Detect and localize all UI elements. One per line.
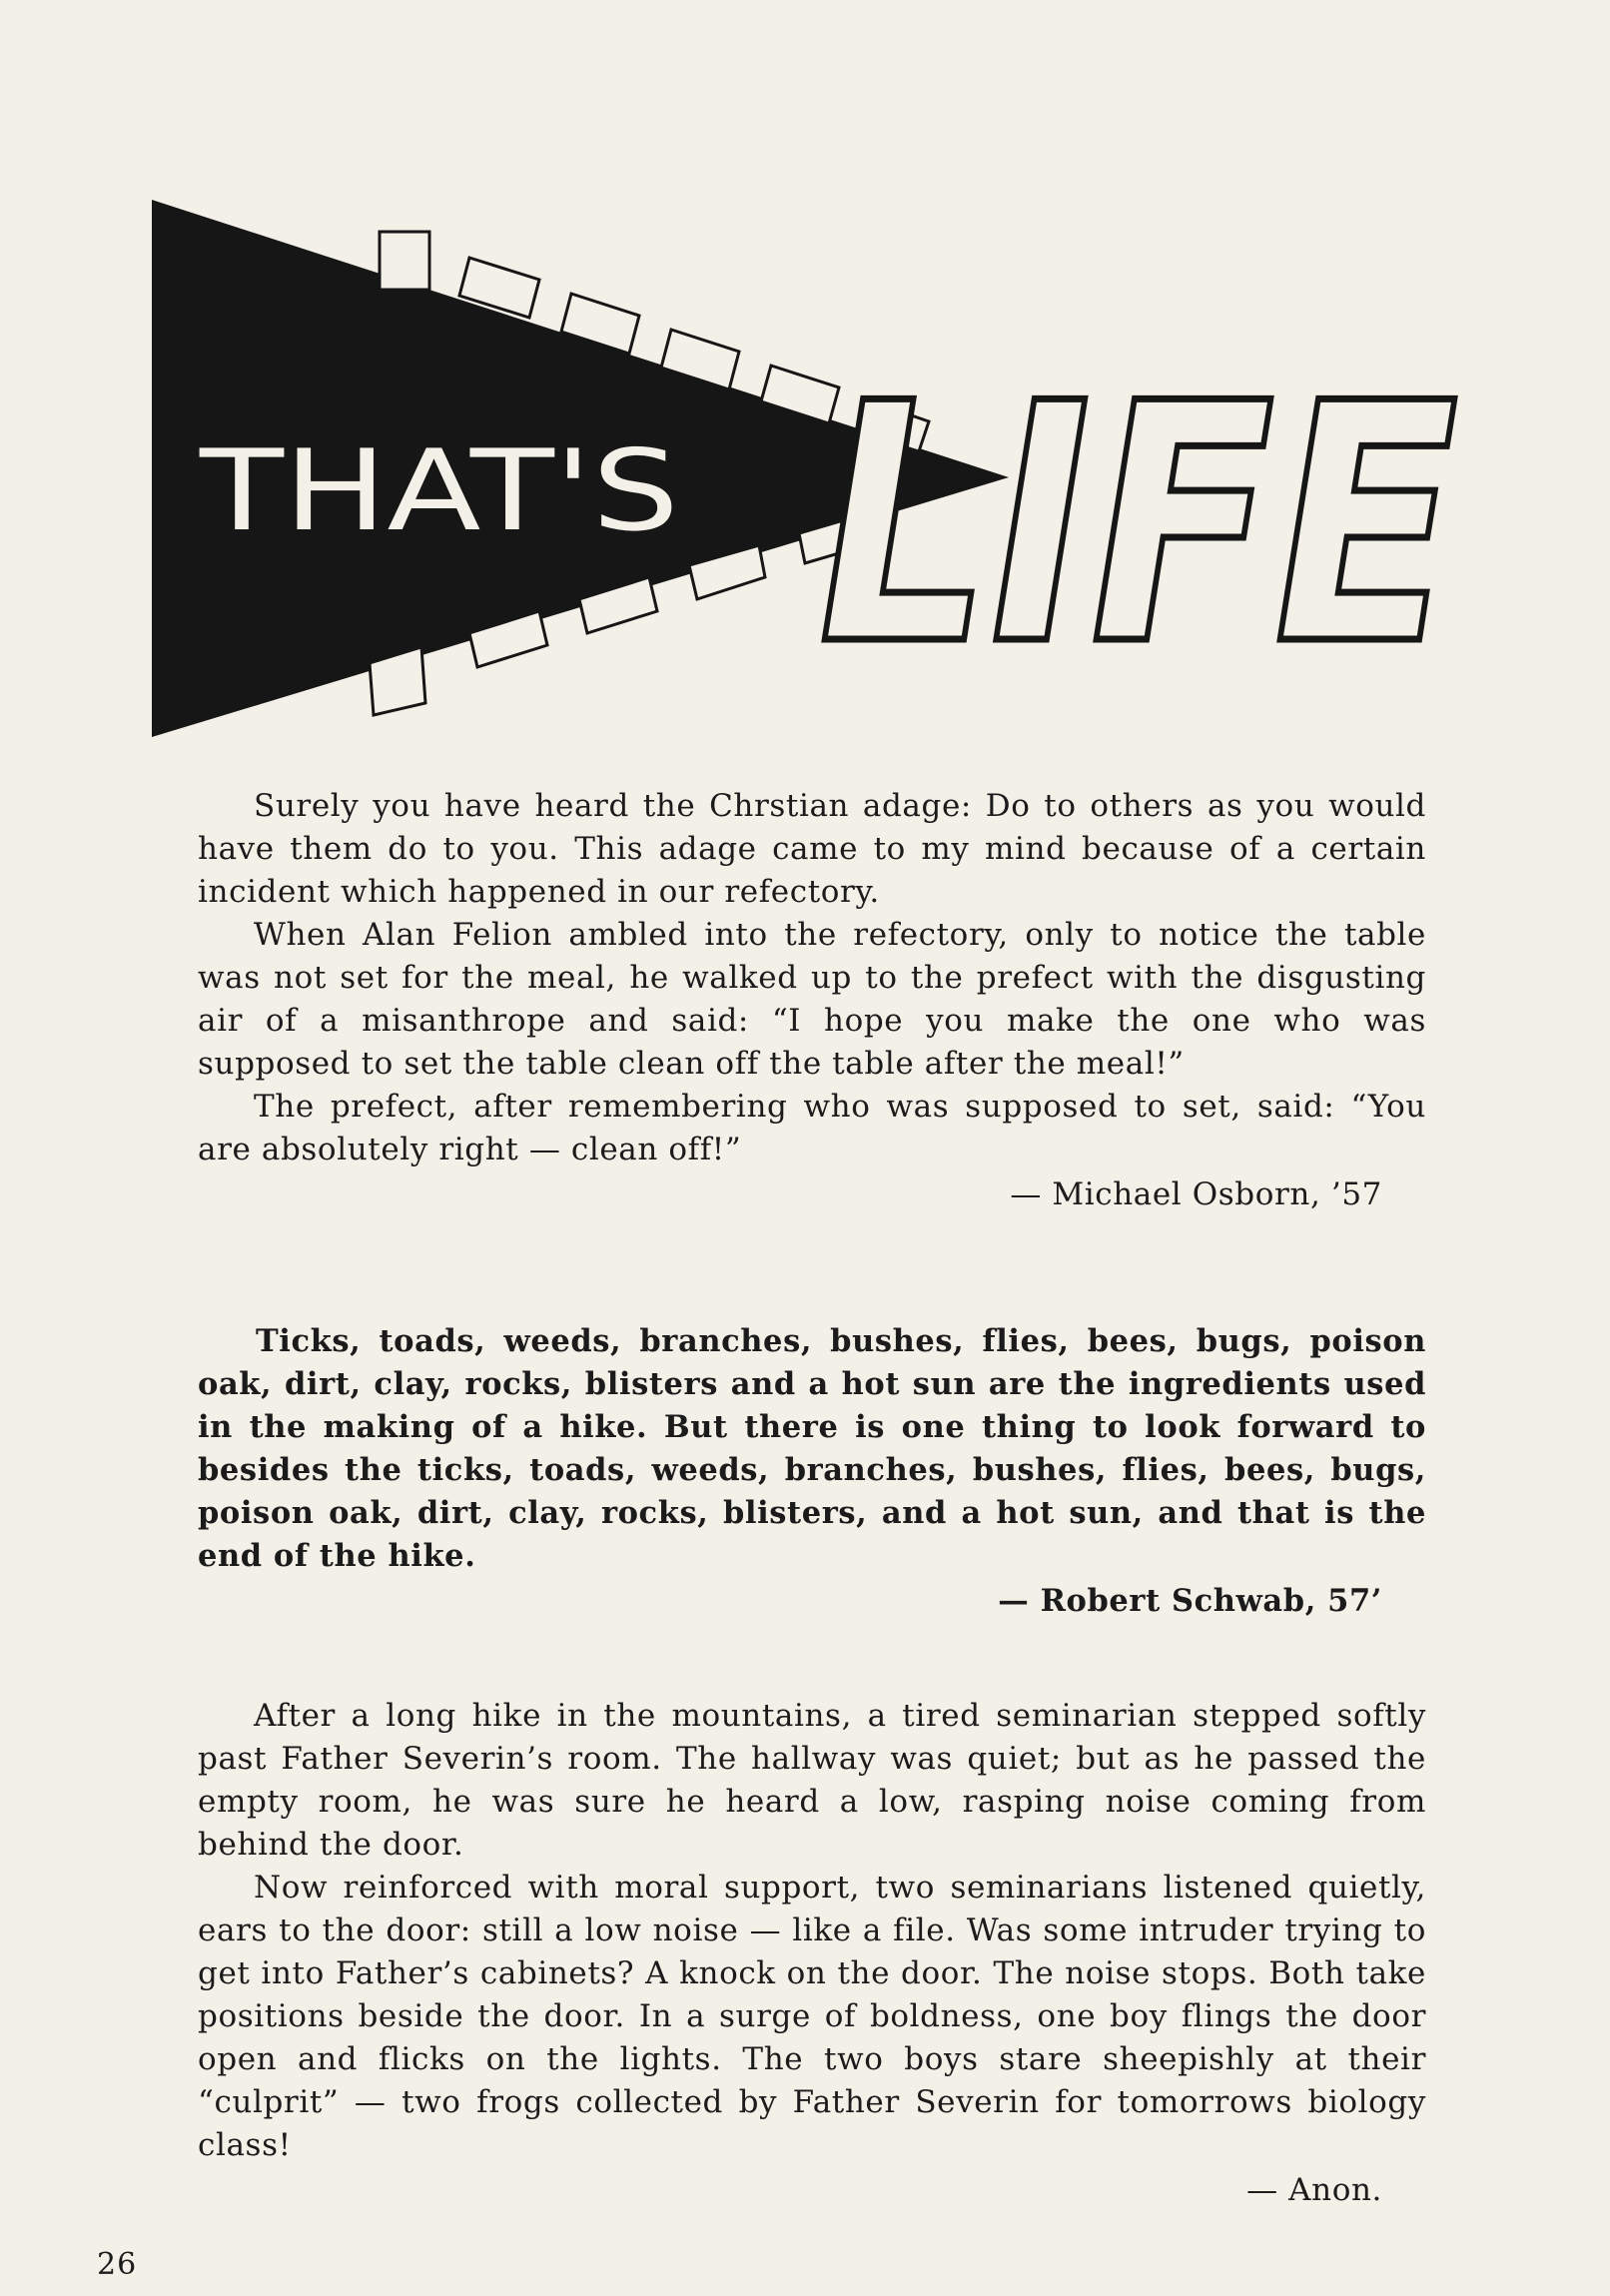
thats-life-pennant-title (0, 0, 1610, 759)
story-paragraph: The prefect, after remembering who was supposed to set, said: “You are absolutely right — clean off!” (198, 1089, 1426, 1167)
story-refectory (198, 785, 1426, 1216)
page-number: 26 (97, 2247, 138, 2282)
story-signature: — Michael Osborn, ’57 (1010, 1176, 1382, 1212)
story-signature: — Robert Schwab, 57’ (998, 1583, 1382, 1619)
story-frogs (198, 1695, 1426, 2212)
story-hike (198, 1320, 1426, 1623)
story-paragraph: When Alan Felion ambled into the refectory, only to notice the table was not set for the meal, he walked up to the prefect with the disgusting air of a misanthrope and said: “I hope you make the one who was supposed to set the table clean off the table after the meal!” (198, 917, 1426, 1082)
story-paragraph: Ticks, toads, weeds, branches, bushes, flies, bees, bugs, poison oak, dirt, clay, rocks, blisters and a hot sun are the ingredients used in the making of a hike. But there is one thing to look forward to besides the ticks, toads, weeds, branches, bushes, flies, bees, bugs, poison oak, dirt, clay, rocks, blisters, and a hot sun, and that is the end of the hike. (198, 1323, 1426, 1574)
story-paragraph: Surely you have heard the Chrstian adage: Do to others as you would have them do to you. This adage came to my mind because of a certain incident which happened in our refectory. (198, 788, 1426, 910)
story-signature: — Anon. (1246, 2172, 1382, 2208)
story-paragraph: After a long hike in the mountains, a tired seminarian stepped softly past Father Severin’s room. The hallway was quiet; but as he passed the empty room, he was sure he heard a low, rasping noise coming from behind the door. (198, 1698, 1426, 1863)
title-word-large: LIFE (819, 334, 1458, 717)
title-word-small: THAT'S (198, 426, 679, 556)
story-paragraph: Now reinforced with moral support, two seminarians listened quietly, ears to the door: still a low noise — like a file. Was some intruder trying to get into Father’s cabinets? A knock on the door. The noise stops. Both take positions beside the door. In a surge of boldness, one boy flings the door open and flicks on the lights. The two boys stare sheepishly at their “culprit” — two frogs collected by Father Severin for tomorrows biology class! (198, 1870, 1426, 2163)
